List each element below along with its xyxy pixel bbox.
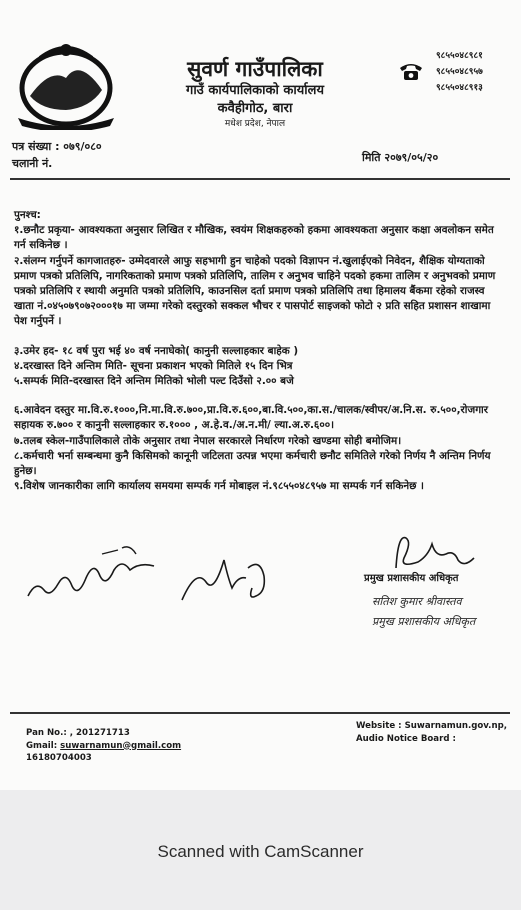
org-name: सुवर्ण गाउँपालिका [187,57,323,81]
gmail-line [26,740,181,753]
body-item: ५.सम्पर्क मिति-दरखास्त दिने अन्तिम मितिको भोली पल्ट दिउँसो २.०० बजे [14,375,294,388]
reference-block [12,138,102,172]
signature-2 [176,548,286,612]
body-item: ८.कर्मचारी भर्ना सम्बन्धमा कुनै किसिमको कानूनी जटिलता उत्पन्न भएमा कर्मचारी छनौट समितिले गरेको निर्णय नै अन्तिम निर्णय हुनेछ। [14,449,491,478]
phone-number: ९८५५०४८९५७ [436,67,483,77]
letter-number: पत्र संख्या : ०७९/०८० [12,140,102,153]
body-item: २.संलग्न गर्नुपर्ने कागजातहरु- उम्मेदवारले आफु सहभागी हुन चाहेको पदको विज्ञापन नं.खुलाईएको निवेदन, शैक्षिक योग्यताको प्रमाण पत्रको प्रतिलिपि, नागरिकताको प्रमाण पत्रको प्रतिलिपि, तालिम र अनुभव चाहिने पदको हकमा तालिम र अनुभवको प्रमाण पत्रको प्रतिलिपि र स्थायी अनुमति पत्रको प्रतिलिपि, काउनसिल दर्ता प्रमाण पत्रको प्रतिलिपि तथा हिमालय बैंकमा रहेको राजस्व खाता नं.०४५०७९०७२०००१७ मा जम्मा गरेको दस्तुरको सक्कल भौचर र पासपोर्ट साइजको फोटो २ प्रति सहित प्रशासन शाखामा पेश गर्नुपर्ने । [14,254,496,328]
office-name: गाउँ कार्यपालिकाको कार्यालय [186,83,324,98]
dispatch-number: चलानी नं. [12,157,53,170]
stamp-title: प्रमुख प्रशासकीय अधिकृत [372,615,476,628]
official-stamp [372,592,475,632]
signatory-label: प्रमुख प्रशासकीय अधिकृत [364,573,459,584]
header-divider [10,178,510,180]
phone-number: ९८५५०४८९१३ [436,83,483,93]
phone-number: ९८५५०४८९८१ [436,51,483,61]
signature-1 [22,540,162,610]
gmail-label: Gmail: [26,740,61,751]
office-place: कवैहीगोठ, बारा [217,101,293,116]
body-item: ७.तलब स्केल-गाउँपालिकाले तोके अनुसार तथा नेपाल सरकारले निर्धारण गरेको खण्डमा सोही बमोजिम। [14,434,402,447]
body-item: ६.आवेदन दस्तुर मा.वि.रु.१०००,नि.मा.वि.रु.७००,प्रा.वि.रु.६००,बा.वि.५००,का.स./चालक/स्वीपर/अ.नि.स. रु.५००,रोजगार सहायक रु.७०० र कानुनी सल्लाहकार रु.१००० , अ.हे.व./अ.न.मी/ ल्या.अ.रु.६००। [14,404,488,432]
audio-notice-text: Audio Notice Board : [356,733,456,744]
phone-numbers [436,48,483,96]
gmail-address[interactable]: suwarnamun@gmail.com [60,740,182,751]
letter-date: मिति २०७९/०५/२० [362,151,439,164]
office-number: 16180704003 [26,753,92,763]
body-item: ३.उमेर हद- १८ वर्ष पुरा भई ४० वर्ष ननाघेको( कानुनी सल्लाहकार बाहेक ) [14,344,299,357]
nepal-emblem-icon [10,38,122,130]
body-item: ४.दरखास्त दिने अन्तिम मिति- सूचना प्रकाशन भएको मितिले १५ दिन भित्र [14,359,293,372]
footer-contact [26,727,181,765]
body-item: ९.विशेष जानकारीका लागि कार्यालय समयमा सम्पर्क गर्न मोबाइल नं.९८५५०४८९५७ मा सम्पर्क गर्न सकिनेछ । [14,480,424,493]
pan-number: Pan No.: , 201271713 [26,728,130,738]
office-province: मधेश प्रदेश, नेपाल [224,119,286,129]
camscanner-watermark: Scanned with CamScanner [157,842,364,861]
footer-divider [10,712,510,714]
body-heading: पुनश्च: [14,209,41,221]
body-item: १.छनौट प्रकृया- आवश्यकता अनुसार लिखित र मौखिक, स्वयंम शिक्षकहरुको हकमा आवश्यकता अनुसार कक्षा अवलोकन समेत गर्न सकिनेछ । [14,224,494,252]
telephone-icon [398,60,424,82]
footer-web [356,720,507,745]
letterhead-title [130,56,380,130]
signature-3 [388,528,488,576]
notice-body [14,208,504,494]
website-text: Website : Suwarnamun.gov.np, [356,721,507,731]
stamp-name: सतिश कुमार श्रीवास्तव [372,595,462,608]
